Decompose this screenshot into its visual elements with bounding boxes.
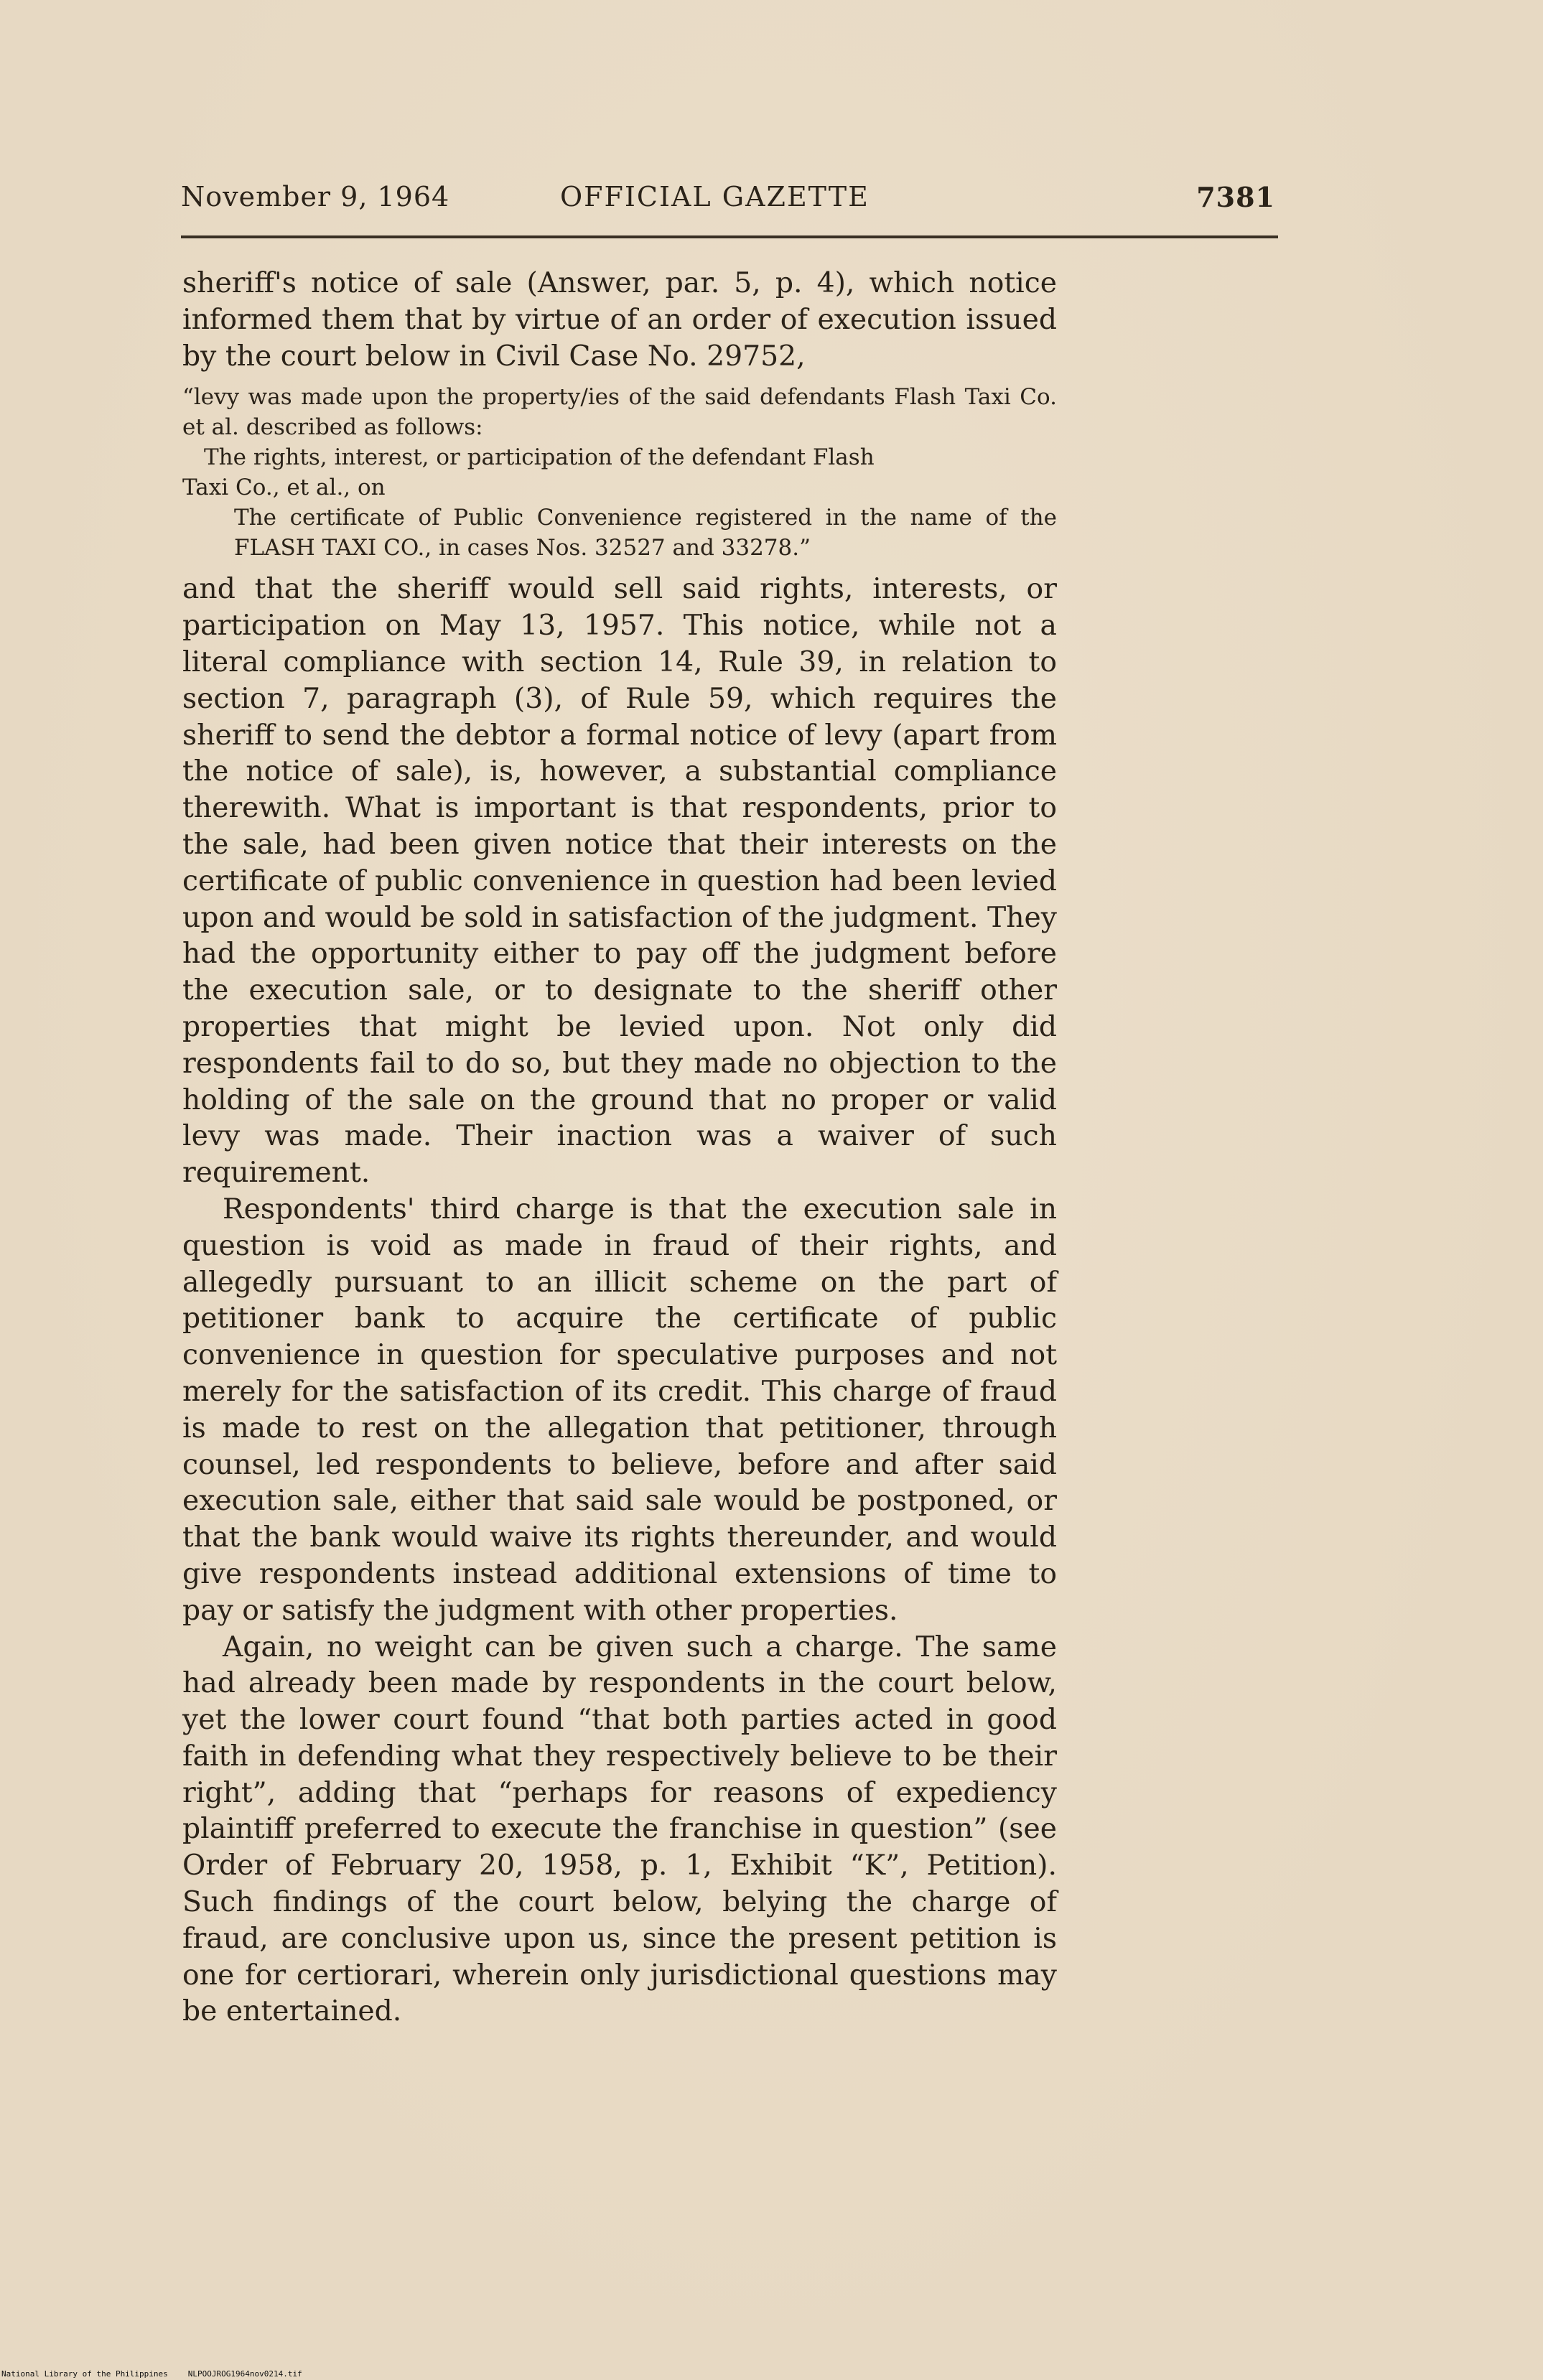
page-body <box>182 266 1057 2030</box>
footer-library: National Library of the Philippines <box>1 2369 168 2379</box>
block-quote <box>182 382 1057 563</box>
footer-file: NLPOOJROG1964nov0214.tif <box>187 2369 302 2379</box>
header-title: OFFICIAL GAZETTE <box>560 181 870 213</box>
header-date: November 9, 1964 <box>181 181 450 213</box>
page-header <box>181 181 1275 224</box>
quote-line-2a: The rights, interest, or participation of the defendant Flash <box>204 444 875 471</box>
header-rule <box>181 235 1278 238</box>
paragraph-1: sheriff's notice of sale (Answer, par. 5, p. 4), which notice informed them that by virtue of an order of execution issued by the court below in Civil Case No. 29752, <box>182 267 1057 373</box>
paragraph-4: Again, no weight can be given such a charge. The same had already been made by respondents in the court below, yet the lower court found “that both parties acted in good faith in defending what they respectively believe to be their right”, adding that “perhaps for reasons of expediency plaintiff preferred to execute the franchise in question” (see Order of February 20, 1958, p. 1, Exhibit “K”, Petition). Such findings of the court below, belying the charge of fraud, are conclusive upon us, since the present petition is one for certiorari, wherein only jurisdictional questions may be entertained. <box>182 1630 1057 2028</box>
quote-line-1: “levy was made upon the property/ies of the said defendants Flash Taxi Co. et al. described as follows: <box>182 384 1057 441</box>
header-page-number: 7381 <box>1196 181 1275 213</box>
paragraph-2: and that the sheriff would sell said rights, interests, or participation on May 13, 1957. This notice, while not a literal compliance with section 14, Rule 39, in relation to section 7, paragraph (3), of Rule 59, which requires the sheriff to send the debtor a formal notice of levy (apart from the notice of sale), is, however, a substantial compliance therewith. What is important is that respondents, prior to the sale, had been given notice that their interests on the certificate of public convenience in question had been levied upon and would be sold in satisfaction of the judgment. They had the opportunity either to pay off the judgment before the execution sale, or to designate to the sheriff other properties that might be levied upon. Not only did respondents fail to do so, but they made no objection to the holding of the sale on the ground that no proper or valid levy was made. Their inaction was a waiver of such requirement. <box>182 573 1057 1190</box>
scan-footer <box>1 2369 322 2379</box>
paragraph-3: Respondents' third charge is that the execution sale in question is void as made in fraud of their rights, and allegedly pursuant to an illicit scheme on the part of petitioner bank to acquire the certificate of public convenience in question for speculative purposes and not merely for the satisfaction of its credit. This charge of fraud is made to rest on the allegation that petitioner, through counsel, led respondents to believe, before and after said execution sale, either that said sale would be postponed, or that the bank would waive its rights thereunder, and would give respondents instead additional extensions of time to pay or satisfy the judgment with other properties. <box>182 1193 1057 1627</box>
quote-line-2b: Taxi Co., et al., on <box>182 475 386 501</box>
quote-line-3: The certificate of Public Convenience registered in the name of the FLASH TAXI CO., in cases Nos. 32527 and 33278.” <box>234 505 1057 561</box>
